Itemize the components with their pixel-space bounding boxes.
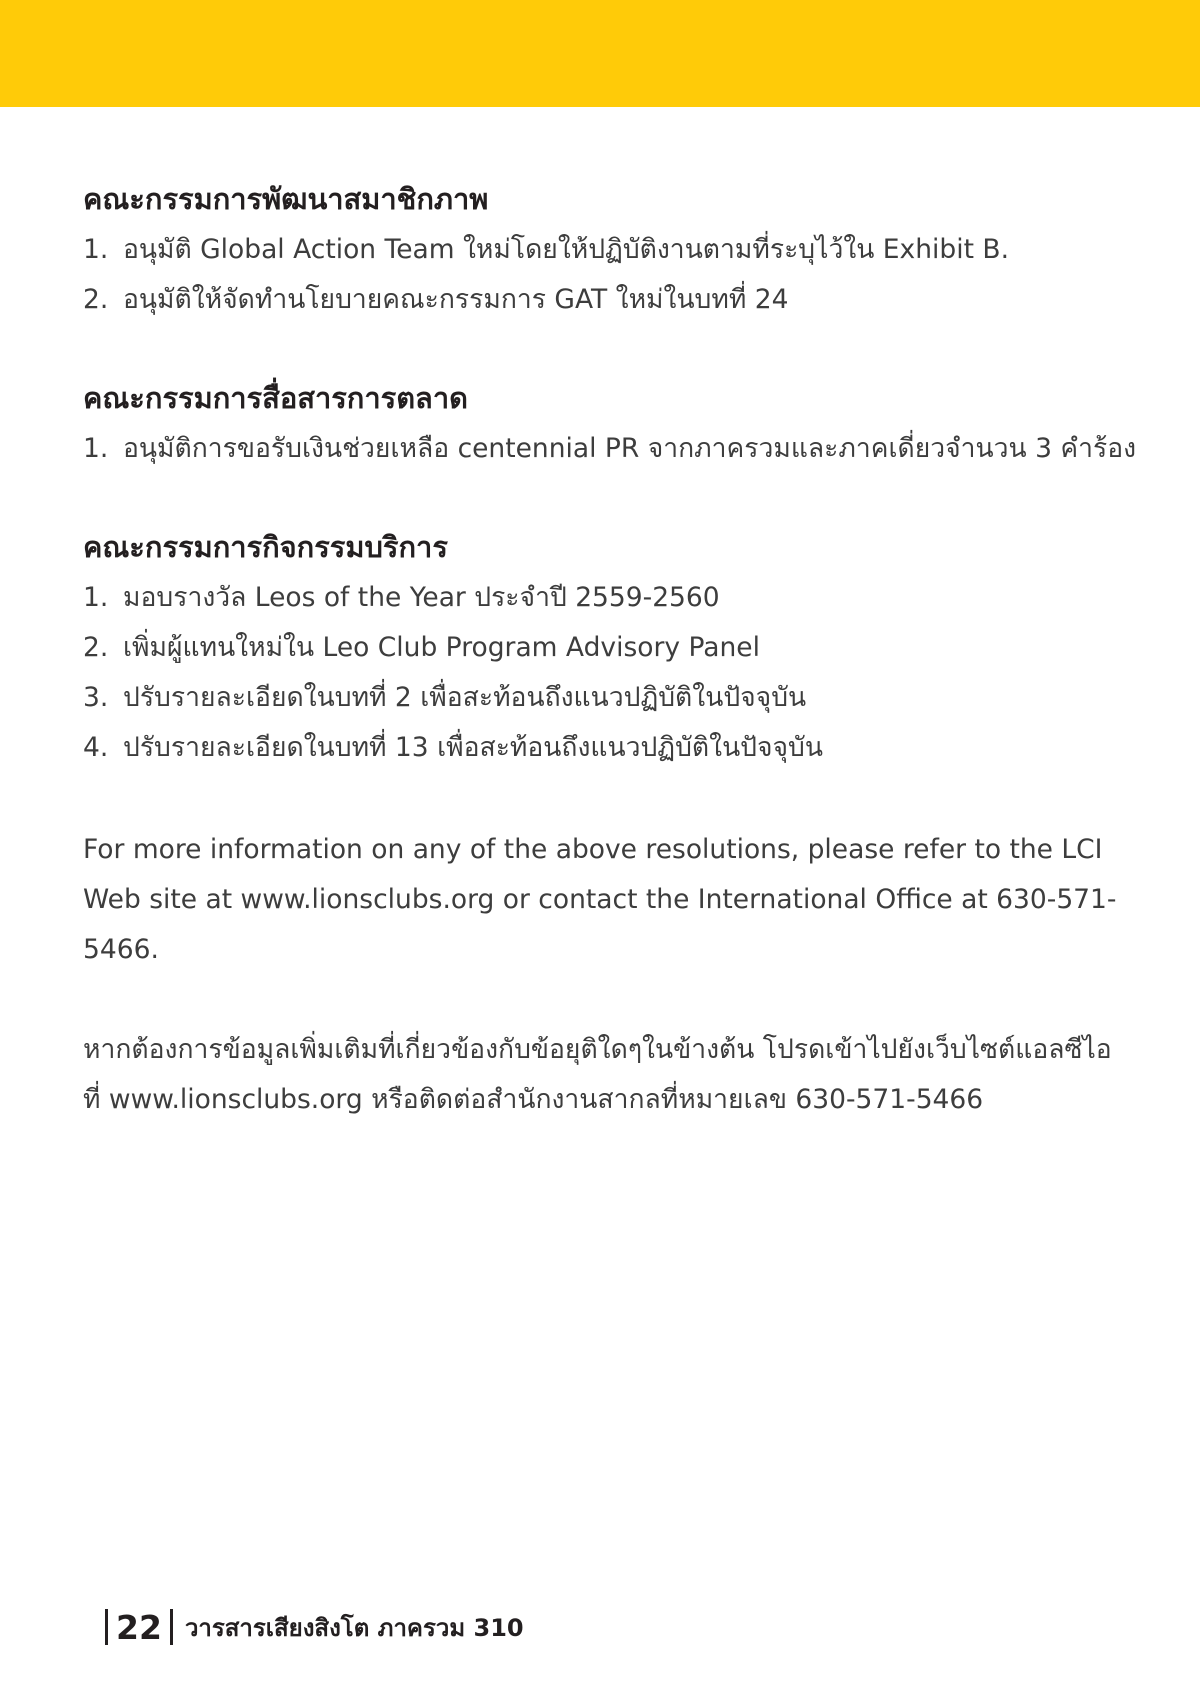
item-number: 1. (83, 234, 109, 265)
item-number: 3. (83, 682, 109, 713)
section-service-activities (83, 526, 1133, 773)
list-item (83, 424, 1137, 474)
list-item (83, 275, 1133, 325)
english-info-paragraph: For more information on any of the above resolutions, please refer to the LCI Web site at www.lionsclubs.org or contact the International Office at 630-571-5466. (83, 834, 1117, 965)
header-color-band (0, 0, 1200, 107)
item-number: 2. (83, 632, 109, 663)
item-number: 4. (83, 732, 109, 763)
item-number: 1. (83, 433, 109, 464)
item-text: ปรับรายละเอียดในบทที่ 2 เพื่อสะท้อนถึงแนวปฏิบัติในปัจจุบัน (123, 682, 807, 713)
section-title: คณะกรรมการพัฒนาสมาชิกภาพ (83, 182, 489, 216)
item-text: เพิ่มผู้แทนใหม่ใน Leo Club Program Advisory Panel (123, 632, 760, 663)
item-text: อนุมัติให้จัดทำนโยบายคณะกรรมการ GAT ใหม่ในบทที่ 24 (123, 284, 789, 315)
item-text: อนุมัติการขอรับเงินช่วยเหลือ centennial PR จากภาครวมและภาคเดี่ยวจำนวน 3 คำร้อง (123, 433, 1137, 464)
list-item (83, 573, 1133, 623)
page-number: 22 (116, 1607, 162, 1647)
item-text: อนุมัติ Global Action Team ใหม่โดยให้ปฏิบัติงานตามที่ระบุไว้ใน Exhibit B. (123, 234, 1009, 265)
item-number: 2. (83, 284, 109, 315)
section-title: คณะกรรมการกิจกรรมบริการ (83, 530, 448, 564)
section-marketing-communications (83, 377, 1137, 474)
thai-info-paragraph: หากต้องการข้อมูลเพิ่มเติมที่เกี่ยวข้องกับข้อยุติใดๆในข้างต้น โปรดเข้าไปยังเว็บไซต์แอลซีไอ ที่ www.lionsclubs.org หรือติดต่อสำนักงานสากลที่หมายเลข 630-571-5466 (83, 1034, 1112, 1115)
item-number: 1. (83, 582, 109, 613)
footer-divider (170, 1609, 173, 1645)
section-title: คณะกรรมการสื่อสารการตลาด (83, 381, 468, 415)
list-item (83, 225, 1133, 275)
list-item (83, 623, 1133, 673)
footer-divider (105, 1609, 108, 1645)
list-item (83, 723, 1133, 773)
list-item (83, 673, 1133, 723)
document-body (83, 178, 1137, 1175)
publication-name: วารสารเสียงสิงโต ภาครวม 310 (184, 1613, 524, 1642)
section-membership-development (83, 178, 1133, 325)
item-text: ปรับรายละเอียดในบทที่ 13 เพื่อสะท้อนถึงแนวปฏิบัติในปัจจุบัน (123, 732, 823, 763)
page-footer (105, 1604, 524, 1650)
item-text: มอบรางวัล Leos of the Year ประจำปี 2559-2560 (123, 582, 720, 613)
